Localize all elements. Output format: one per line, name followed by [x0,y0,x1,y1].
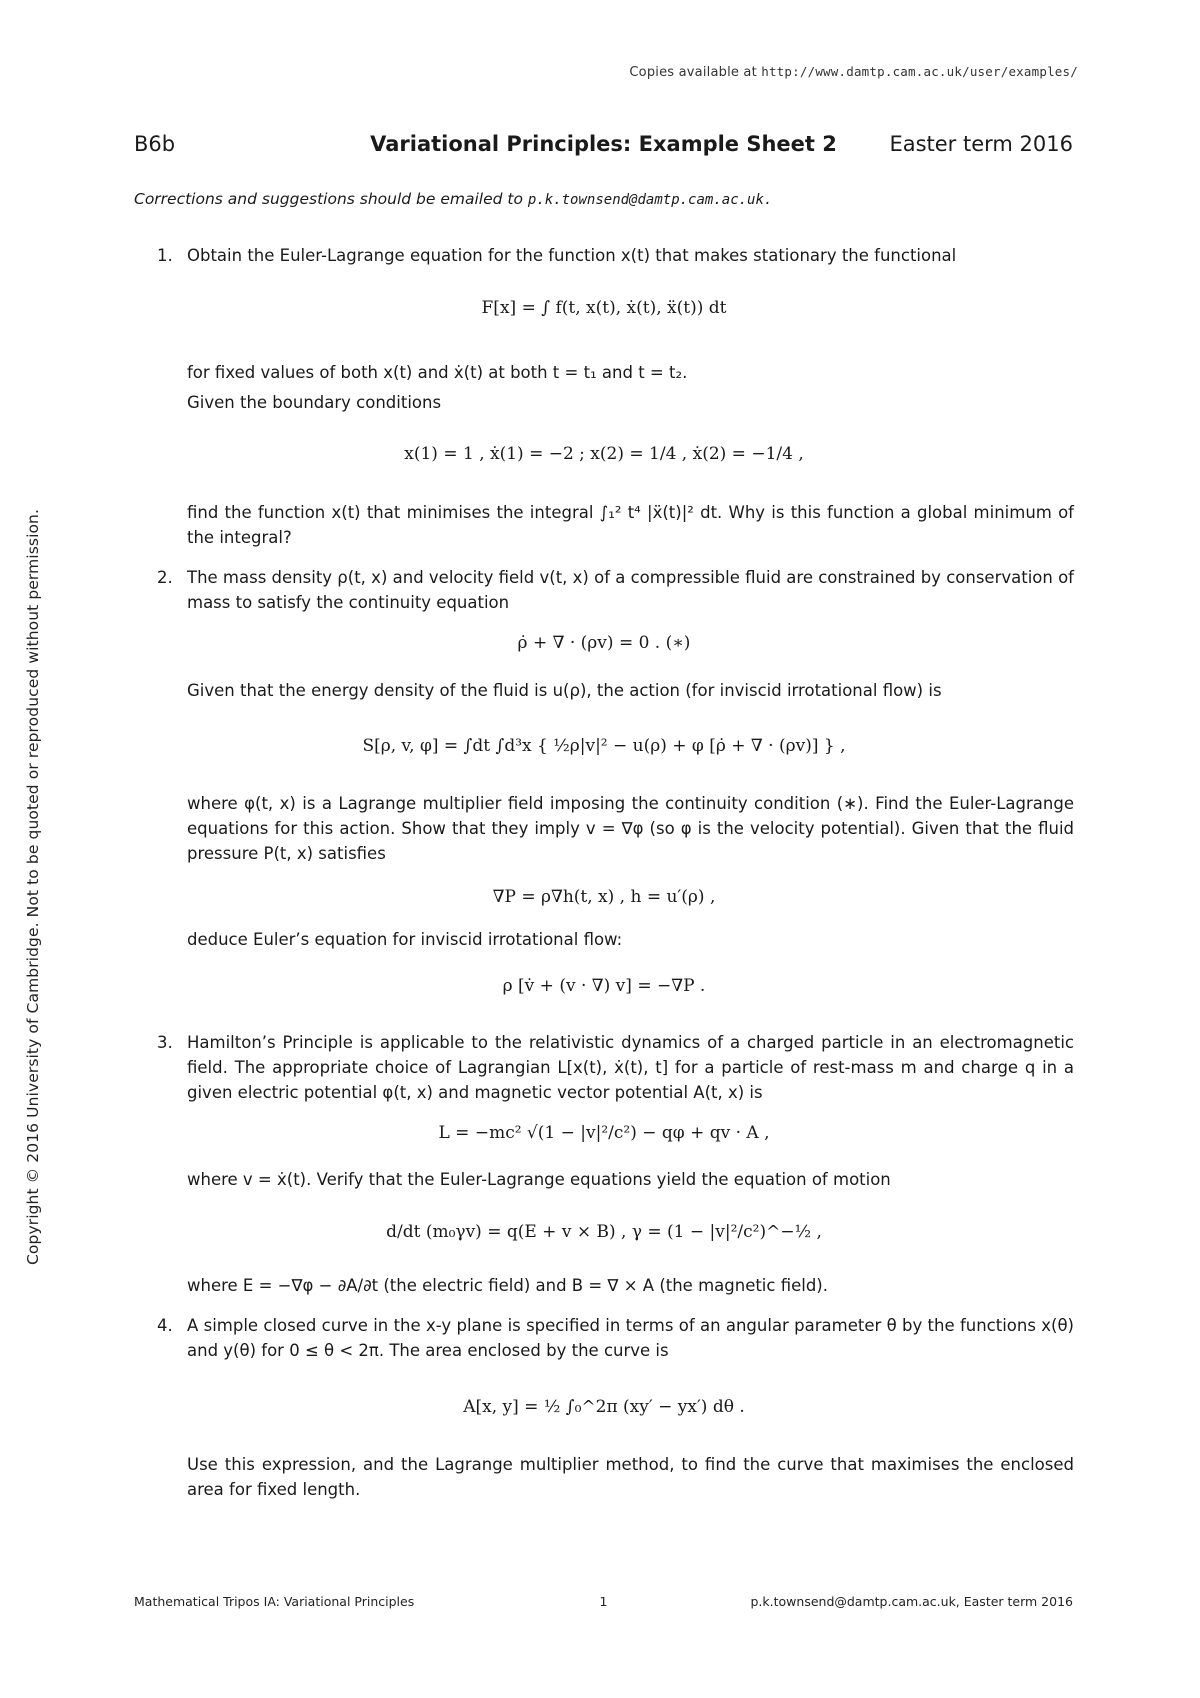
problem-3-equation-1: L = −mc² √(1 − |v|²/c²) − qφ + qv · A , [438,1123,770,1143]
corrections-email[interactable]: p.k.townsend@damtp.cam.ac.uk. [527,192,773,208]
problem-1-equation-1: F[x] = ∫ f(t, x(t), ẋ(t), ẍ(t)) dt [481,298,727,318]
copies-prefix: Copies available at [629,65,757,80]
problem-4-equation-1: A[x, y] = ½ ∫₀^2π (xy′ − yx′) dθ . [463,1397,745,1417]
problem-1-text-3: Given the boundary conditions [187,393,442,412]
copies-available-note [629,64,1078,80]
footer-course: Mathematical Tripos IA: Variational Principles [134,1594,415,1609]
problem-2-equation-4: ρ [v̇ + (v · ∇) v] = −∇P . [502,976,706,996]
problem-3-text-3: where E = −∇φ − ∂A/∂t (the electric field) and B = ∇ × A (the magnetic field). [187,1276,828,1295]
course-code: B6b [134,132,176,156]
problem-3-intro: Hamilton’s Principle is applicable to the relativistic dynamics of a charged particle in an electromagnetic field. The appropriate choice of Lagrangian L[x(t), ẋ(t), t] for a particle of rest-mass m and charge q in a given electric potential φ(t, x) and magnetic vector potential A(t, x) is [187,1033,1074,1102]
problem-3-equation-2: d/dt (m₀γv) = q(E + v × B) , γ = (1 − |v|²/c²)^−½ , [386,1222,822,1242]
problem-2-text-3: where φ(t, x) is a Lagrange multiplier field imposing the continuity condition (∗). Find the Euler-Lagrange equations for this action. Show that they imply v = ∇φ (so φ is the velocity potential). Given that the fluid pressure P(t, x) satisfies [187,794,1074,863]
problem-2-text-2: Given that the energy density of the fluid is u(ρ), the action (for inviscid irrotational flow) is [187,681,942,700]
footer-page-number: 1 [599,1594,608,1609]
problem-3-text-2: where v = ẋ(t). Verify that the Euler-Lagrange equations yield the equation of motion [187,1170,891,1189]
problem-2-intro: The mass density ρ(t, x) and velocity field v(t, x) of a compressible fluid are constrained by conservation of mass to satisfy the continuity equation [187,568,1074,612]
sheet-header [134,132,1073,162]
problem-1-equation-2: x(1) = 1 , ẋ(1) = −2 ; x(2) = 1/4 , ẋ(2) = −1/4 , [404,444,804,464]
problem-number: 3. [157,1033,173,1052]
corrections-prefix: Corrections and suggestions should be emailed to [134,190,523,208]
problem-4-text-2: Use this expression, and the Lagrange multiplier method, to find the curve that maximises the enclosed area for fixed length. [187,1455,1074,1499]
problem-4-intro: A simple closed curve in the x-y plane is specified in terms of an angular parameter θ by the functions x(θ) and y(θ) for 0 ≤ θ < 2π. The area enclosed by the curve is [187,1316,1074,1360]
footer-contact: p.k.townsend@damtp.cam.ac.uk, Easter term 2016 [750,1594,1073,1609]
corrections-note [134,190,772,208]
problem-2-equation-2: S[ρ, v, φ] = ∫dt ∫d³x { ½ρ|v|² − u(ρ) + φ [ρ̇ + ∇ · (ρv)] } , [362,736,846,756]
term-label: Easter term 2016 [889,132,1073,156]
problem-1-text-4: find the function x(t) that minimises the integral ∫₁² t⁴ |ẍ(t)|² dt. Why is this function a global minimum of the integral? [187,503,1074,547]
problem-2-equation-1: ρ̇ + ∇ · (ρv) = 0 . (∗) [517,633,691,653]
problem-number: 2. [157,568,173,587]
problem-1-text-2: for fixed values of both x(t) and ẋ(t) at both t = t₁ and t = t₂. [187,363,688,382]
problem-number: 4. [157,1316,173,1335]
problem-1-intro: Obtain the Euler-Lagrange equation for the function x(t) that makes stationary the functional [187,246,957,265]
page-title: Variational Principles: Example Sheet 2 [370,132,837,156]
problem-2-text-4: deduce Euler’s equation for inviscid irrotational flow: [187,930,623,949]
problem-2-equation-3: ∇P = ρ∇h(t, x) , h = u′(ρ) , [492,887,716,907]
copies-url-link[interactable]: http://www.damtp.cam.ac.uk/user/examples/ [761,64,1078,79]
problem-number: 1. [157,246,173,265]
copyright-text: Copyright © 2016 University of Cambridge. Not to be quoted or reproduced without permission. [24,508,42,1265]
